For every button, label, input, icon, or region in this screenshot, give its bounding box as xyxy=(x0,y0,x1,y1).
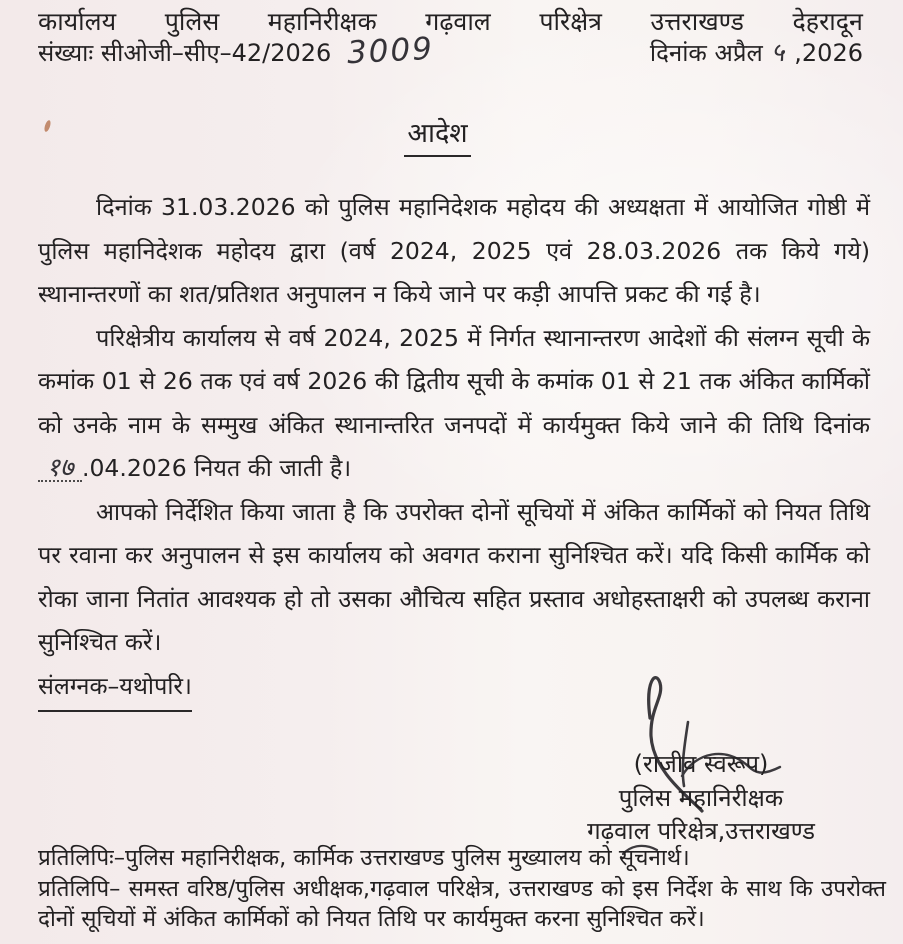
paragraph-1: दिनांक 31.03.2026 को पुलिस महानिदेशक महोदय की अध्यक्षता में आयोजित गोष्ठी में पुलिस महानिदेशक महोदय द्वारा (वर्ष 2024, 2025 एवं 28.03.2026 तक किये गये) स्थानान्तरणों का शत/प्रतिशत अनुपालन न किये जाने पर कड़ी आपत्ति प्रकट की गई है। xyxy=(38,193,870,308)
paragraph-2-text-a: परिक्षेत्रीय कार्यालय से वर्ष 2024, 2025 में निर्गत स्थानान्तरण आदेशों की संलग्न सूची के कमांक 01 से 26 तक एवं वर्ष 2026 की द्वितीय सूची के कमांक 01 से 21 तक अंकित कार्मिकों को उनके नाम के सम्मुख अंकित स्थानान्तरित जनपदों में कार्यमुक्त किये जाने की तिथि दिनांक xyxy=(38,323,870,439)
order-body xyxy=(38,186,870,712)
copies-section xyxy=(38,843,886,935)
letter-date xyxy=(650,38,863,68)
date-prefix: दिनांक अप्रैल xyxy=(649,39,763,67)
copy-line-2: प्रतिलिपि– समस्त वरिष्ठ/पुलिस अधीक्षक,गढ़वाल परिक्षेत्र, उत्तराखण्ड को इस निर्देश के साथ कि उपरोक्त दोनों सूचियों में अंकित कार्मिकों को नियत तिथि पर कार्यमुक्त करना सुनिश्चित करें। xyxy=(38,875,886,932)
office-word: पुलिस xyxy=(164,7,220,36)
number-date-line xyxy=(38,30,863,72)
paragraph-2-text-b: .04.2026 नियत की जाती है। xyxy=(82,454,352,482)
office-word: कार्यालय xyxy=(38,7,117,36)
paragraph-3: आपको निर्देशित किया जाता है कि उपरोक्त दोनों सूचियों में अंकित कार्मिकों को नियत तिथि पर रवाना कर अनुपालन से इस कार्यालय को अवगत कराना सुनिश्चित करें। यदि किसी कार्मिक को रोका जाना नितांत आवश्यक हो तो उसका औचित्य सहित प्रस्ताव अधोहस्ताक्षरी को उपलब्ध कराना सुनिश्चित करें। xyxy=(38,497,870,656)
title-row xyxy=(0,113,903,157)
office-word: देहरादून xyxy=(792,7,863,36)
paragraph-2 xyxy=(38,317,870,491)
signatory-block xyxy=(545,748,857,849)
copy-line-1: प्रतिलिपिः–पुलिस महानिरीक्षक, कार्मिक उत्तराखण्ड पुलिस मुख्यालय को सूचनार्थ। xyxy=(38,845,690,871)
signatory-name: (राजीव स्वरूप) xyxy=(633,750,769,778)
handwritten-release-day: १७ xyxy=(46,453,74,483)
signatory-office: गढ़वाल परिक्षेत्र,उत्तराखण्ड xyxy=(587,817,815,845)
letter-number-label: संख्याः सीओजी–सीए–42/2026 xyxy=(38,39,332,67)
enclosure-text: संलग्नक–यथोपरि। xyxy=(38,665,192,713)
office-word: परिक्षेत्र xyxy=(539,7,602,36)
page-title: आदेश xyxy=(404,113,470,157)
office-word: उत्तराखण्ड xyxy=(650,7,744,36)
handwritten-dispatch-number: 3009 xyxy=(346,30,436,72)
office-header-line xyxy=(38,6,863,38)
signatory-designation: पुलिस महानिरीक्षक xyxy=(618,783,784,812)
date-fill-blank xyxy=(38,453,82,483)
office-word: गढ़वाल xyxy=(425,7,491,36)
office-word: महानिरीक्षक xyxy=(267,7,377,36)
handwritten-date-day: ५ xyxy=(770,38,785,68)
letter-number xyxy=(38,30,436,72)
date-year: ,2026 xyxy=(794,39,863,67)
